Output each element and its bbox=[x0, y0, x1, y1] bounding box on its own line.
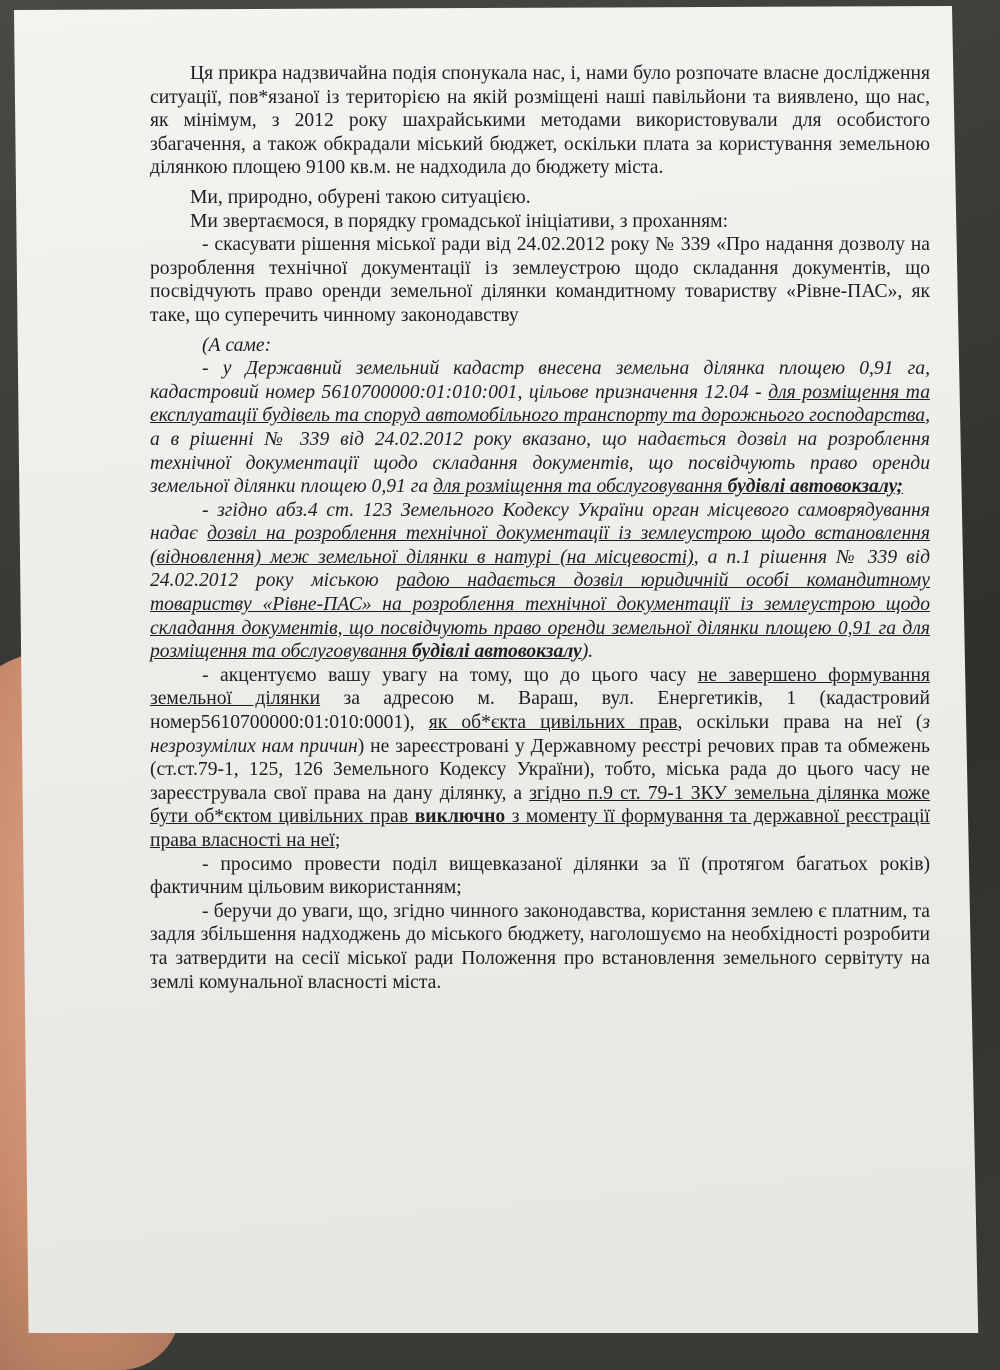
attention-civil-rights: як об*єкта цивільних прав bbox=[428, 712, 678, 734]
paragraph-land-code bbox=[150, 499, 930, 664]
attention-text-1: - акцентуємо вашу увагу на тому, що до цього часу bbox=[202, 664, 698, 686]
paragraph-servitude: - беручи до уваги, що, згідно чинного законодавства, користання землею є платним, та задля збільшення надходжень до міського бюджету, наголошуємо на необхідності розробити та затвердити на сесії міської ради Положення про встановлення земельного сервітуту на землі комунальної власності міста. bbox=[150, 900, 930, 993]
attention-exclusively: виключно bbox=[414, 806, 506, 828]
attention-article-underlined: згідно п.9 ст. 79-1 ЗКУ земельна ділянка може бути об*єктом цивільних прав bbox=[150, 782, 930, 828]
document-body bbox=[150, 62, 930, 994]
attention-text-3: ) не зареєстровані у Державному реєстрі речових прав та обмежень (ст.ст.79-1, 125, 126 Земельного Кодексу України), тобто, міська рада до цього часу не зареєструвала свої права на дану ділянку, а bbox=[150, 735, 930, 804]
intro-paragraph: Ця прикра надзвичайна подія спонукала нас, і, нами було розпочате власне дослідження ситуації, пов*язаної із територією на якій розміщені наші павільйони та виявлено, що нас, як мінімум, з 2012 року шахрайськими методами використовували для особистого збагачення, а також обкрадали міський бюджет, оскільки плата за користування земельною ділянкою площею 9100 кв.м. не надходила до бюджету міста. bbox=[150, 63, 930, 179]
paragraph-appeal: Ми звертаємося, в порядку громадської ініціативи, з проханням: bbox=[190, 210, 729, 232]
cadastre-purpose-2-underlined: для розміщення та обслуговування bbox=[433, 476, 728, 498]
land-code-permission-underlined: дозвіл на розроблення технічної документації із землеустрою щодо встановлення (відновлення) меж земельної ділянки в натурі (на місцевості) bbox=[150, 523, 931, 568]
attention-end: ; bbox=[334, 830, 341, 851]
land-code-council-underlined: радою надається дозвіл юридичній особі командитному товариству «Рівне-ПАС» на розроблення технічної документації із землеустрою щодо складання документів, що посвідчують право оренди земельної ділянки площею 0,91 га для розміщення та обслуговування bbox=[150, 570, 930, 663]
land-code-text-2: , а п.1 рішення № 339 від 24.02.2012 року міською bbox=[150, 546, 930, 592]
attention-unknown-reasons: з незрозумілих нам причин bbox=[150, 712, 930, 757]
attention-text-2: , оскільки права на неї ( bbox=[677, 712, 923, 734]
paragraph-division: - просимо провести поділ вищевказаної ділянки за її (протягом багатьох років) фактичним цільовим використанням; bbox=[150, 853, 930, 899]
cadastre-text-1: - у Державний земельний кадастр внесена земельна ділянка площею 0,91 га, кадастровий номер 5610700000:01:010:001, цільове призначення 12.04 - bbox=[150, 358, 930, 403]
land-code-close: ). bbox=[581, 641, 594, 663]
land-code-text-1: - згідно абз.4 ст. 123 Земельного Кодексу України орган місцевого самоврядування надає bbox=[150, 499, 930, 545]
bus-station-bold-2: будівлі автовокзалу bbox=[412, 641, 582, 663]
attention-address: за адресою м. Вараш, вул. Енергетиків, 1 (кадастровий номер5610700000:01:010:0001), bbox=[150, 688, 930, 734]
bus-station-bold: будівлі автовокзалу; bbox=[727, 476, 904, 498]
paragraph-cancel-decision: - скасувати рішення міської ради від 24.02.2012 року № 339 «Про надання дозволу на розроблення технічної документації із землеустрою щодо складання документів, що посвідчують право оренди земельної ділянки командитному товариству «Рівне-ПАС», як таке, що суперечить чинному законодавству bbox=[150, 234, 930, 326]
namely-open: (А саме: bbox=[202, 334, 272, 356]
cadastre-purpose-underlined: для розміщення та експлуатації будівель та споруд автомобільного транспорту та дорожнього господарства bbox=[150, 381, 930, 427]
paragraph-cadastre bbox=[150, 357, 930, 499]
cadastre-text-2: , а в рішенні № 339 від 24.02.2012 року вказано, що надається дозвіл на розроблення технічної документації щодо складання документів, що посвідчують право оренди земельної ділянки площею 0,91 га bbox=[150, 405, 930, 498]
paragraph-attention bbox=[150, 664, 930, 853]
attention-registration-underlined: з моменту її формування та державної реєстрації права власності на неї bbox=[150, 806, 930, 851]
paragraph-namely bbox=[150, 334, 930, 358]
attention-not-completed: не завершено формування земельної ділянки bbox=[150, 664, 930, 710]
paragraph-indignation: Ми, природно, обурені такою ситуацією. bbox=[190, 186, 531, 208]
